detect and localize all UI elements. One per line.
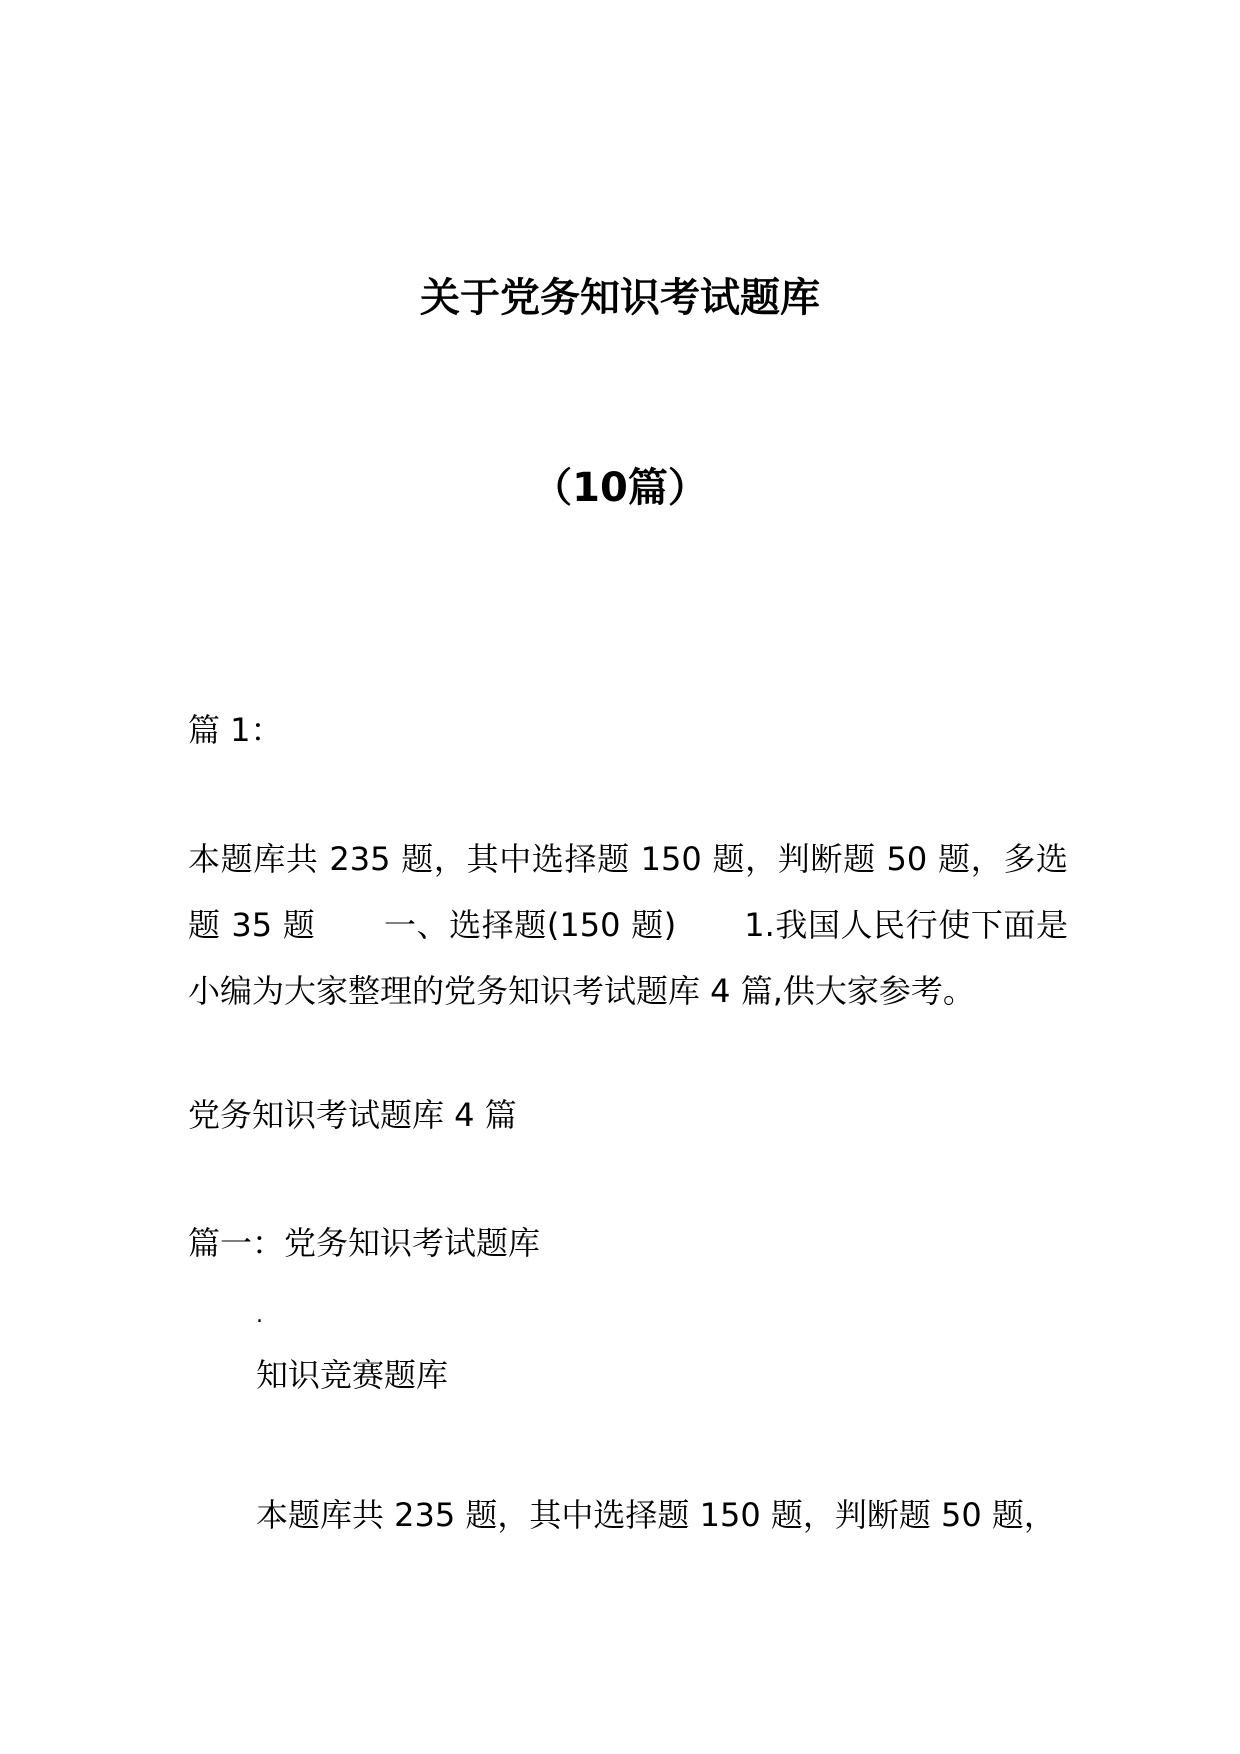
quiz-title: 知识竞赛题库	[256, 1356, 449, 1394]
intro-part-3: 1.我国人民行使下面是小编为大家整理的党务知识考试题库 4 篇,供大家参考。	[188, 906, 1068, 1010]
collection-title: 党务知识考试题库 4 篇	[188, 1096, 517, 1134]
document-title: 关于党务知识考试题库	[420, 275, 820, 321]
section-label: 篇 1：	[188, 711, 283, 749]
intro-paragraph	[188, 826, 1068, 1024]
intro-part-1: 本题库共 235 题，其中选择题 150 题，判断题 50 题，多选题 35 题	[188, 840, 1068, 944]
intro-part-2: 一、选择题(150 题)	[383, 906, 677, 944]
document-subtitle: （10篇）	[532, 465, 708, 511]
quiz-intro-line: 本题库共 235 题，其中选择题 150 题，判断题 50 题，	[256, 1496, 1056, 1534]
bullet-dot: .	[256, 1303, 263, 1328]
article-heading: 篇一：党务知识考试题库	[188, 1224, 541, 1262]
